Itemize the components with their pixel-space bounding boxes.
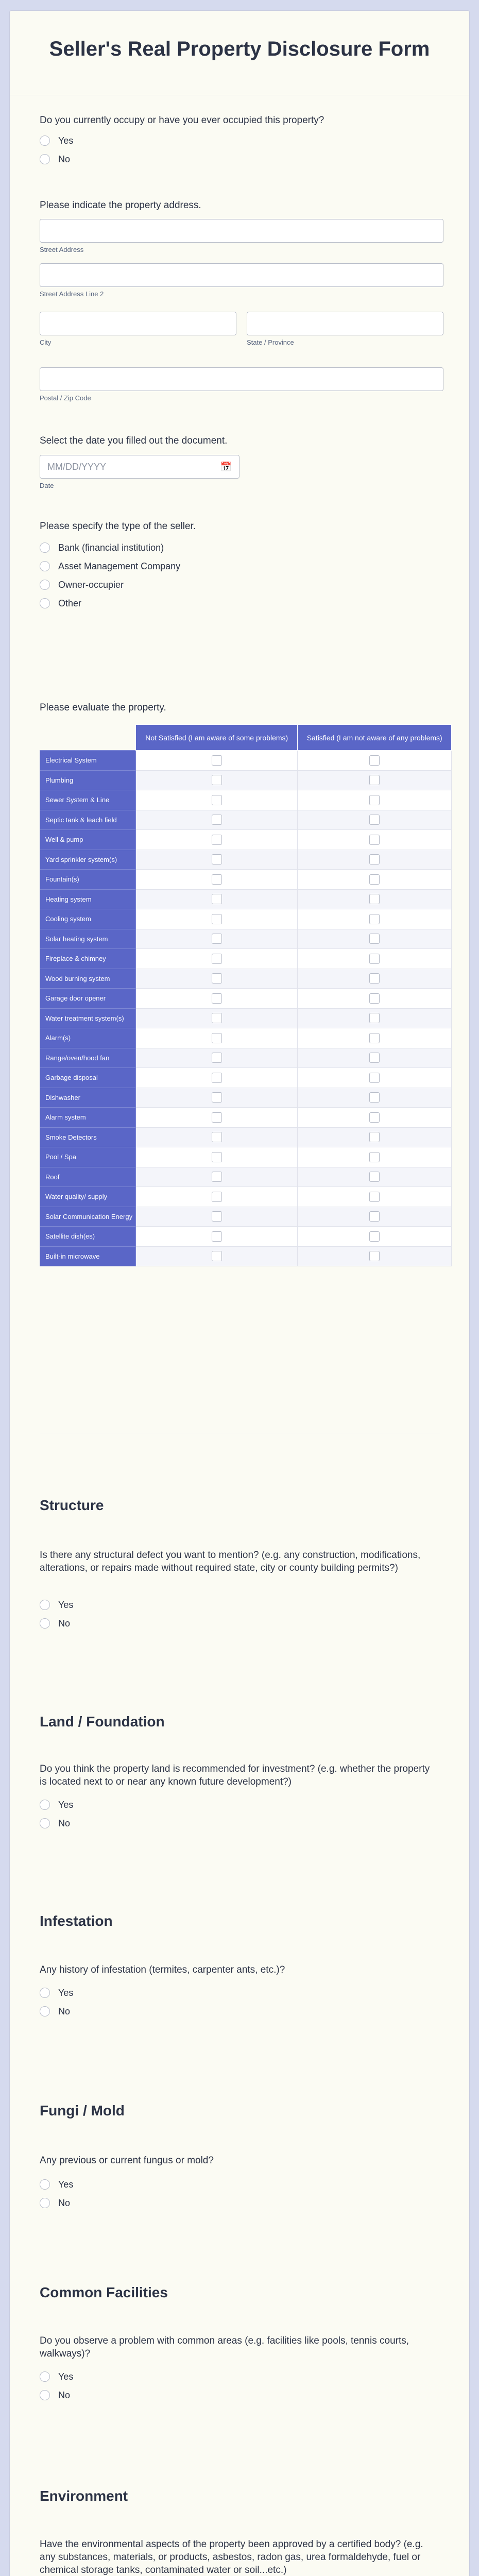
matrix-cell xyxy=(136,909,298,929)
matrix-cell xyxy=(298,1246,452,1266)
street-address-input[interactable] xyxy=(40,219,443,243)
radio-icon[interactable] xyxy=(40,135,50,146)
land-option-no[interactable]: No xyxy=(40,1817,70,1829)
checkbox[interactable] xyxy=(369,1152,380,1162)
checkbox[interactable] xyxy=(212,755,222,766)
checkbox[interactable] xyxy=(369,775,380,785)
matrix-cell xyxy=(298,1108,452,1128)
matrix-row xyxy=(40,889,452,909)
matrix-row-label: Alarm system xyxy=(40,1108,136,1128)
matrix-cell xyxy=(136,1127,298,1147)
matrix-row-label: Solar Communication Energy xyxy=(40,1207,136,1227)
street-address-line2-input[interactable] xyxy=(40,263,443,287)
matrix-row-label: Solar heating system xyxy=(40,929,136,949)
matrix-cell xyxy=(298,1088,452,1108)
postal-code-label: Postal / Zip Code xyxy=(40,394,91,402)
form-title: Seller's Real Property Disclosure Form xyxy=(49,38,430,60)
matrix-row xyxy=(40,1108,452,1128)
fungi-heading: Fungi / Mold xyxy=(40,2103,125,2119)
matrix-cell xyxy=(298,810,452,830)
checkbox[interactable] xyxy=(212,775,222,785)
structure-option-no[interactable]: No xyxy=(40,1617,70,1630)
matrix-row xyxy=(40,1147,452,1167)
occupy-option-yes[interactable]: Yes xyxy=(40,134,73,147)
matrix-row-label: Well & pump xyxy=(40,830,136,850)
fungi-option-no[interactable]: No xyxy=(40,2197,70,2209)
filled-date-label: Date xyxy=(40,482,54,489)
checkbox[interactable] xyxy=(369,1251,380,1261)
radio-icon[interactable] xyxy=(40,2006,50,2016)
checkbox[interactable] xyxy=(369,1192,380,1202)
matrix-row xyxy=(40,1167,452,1187)
matrix-col-not-satisfied: Not Satisfied (I am aware of some problems) xyxy=(136,725,298,751)
matrix-cell xyxy=(136,810,298,830)
matrix-cell xyxy=(136,1088,298,1108)
matrix-row-label: Water treatment system(s) xyxy=(40,1008,136,1028)
structure-heading: Structure xyxy=(40,1497,104,1513)
matrix-cell xyxy=(136,1187,298,1207)
matrix-cell xyxy=(298,830,452,850)
radio-icon[interactable] xyxy=(40,1600,50,1610)
checkbox[interactable] xyxy=(212,1112,222,1123)
radio-icon[interactable] xyxy=(40,1618,50,1629)
checkbox[interactable] xyxy=(212,1152,222,1162)
form-card xyxy=(9,10,470,2576)
evaluation-matrix xyxy=(40,724,452,1266)
matrix-row xyxy=(40,1088,452,1108)
checkbox[interactable] xyxy=(369,795,380,805)
matrix-row xyxy=(40,949,452,969)
matrix-cell xyxy=(298,870,452,890)
checkbox[interactable] xyxy=(212,993,222,1004)
checkbox[interactable] xyxy=(369,1211,380,1222)
matrix-cell xyxy=(298,1207,452,1227)
matrix-cell xyxy=(136,1207,298,1227)
matrix-row xyxy=(40,790,452,810)
matrix-row xyxy=(40,870,452,890)
matrix-row xyxy=(40,810,452,830)
street-address-label: Street Address xyxy=(40,246,84,253)
matrix-row-label: Sewer System & Line xyxy=(40,790,136,810)
matrix-cell xyxy=(136,1008,298,1028)
matrix-cell xyxy=(298,850,452,870)
matrix-corner xyxy=(40,725,136,751)
radio-icon[interactable] xyxy=(40,2179,50,2190)
checkbox[interactable] xyxy=(369,854,380,865)
checkbox[interactable] xyxy=(369,1132,380,1142)
matrix-row xyxy=(40,1187,452,1207)
radio-icon[interactable] xyxy=(40,2371,50,2382)
matrix-row-label: Septic tank & leach field xyxy=(40,810,136,830)
checkbox[interactable] xyxy=(212,1231,222,1242)
infestation-heading: Infestation xyxy=(40,1913,113,1929)
city-input[interactable] xyxy=(40,312,236,335)
matrix-cell xyxy=(136,1048,298,1068)
matrix-cell xyxy=(298,1227,452,1247)
checkbox[interactable] xyxy=(369,1073,380,1083)
matrix-row-label: Dishwasher xyxy=(40,1088,136,1108)
common-question: Do you observe a problem with common areas (e.g. facilities like pools, tennis courts, walkways)? xyxy=(40,2335,409,2359)
matrix-cell xyxy=(298,949,452,969)
structure-question: Is there any structural defect you want to mention? (e.g. any construction, modifications, alterations, or repairs made without required state, city or county building permits?) xyxy=(40,1550,421,1573)
checkbox[interactable] xyxy=(369,894,380,904)
checkbox[interactable] xyxy=(369,1053,380,1063)
matrix-cell xyxy=(136,989,298,1009)
fungi-option-yes[interactable]: Yes xyxy=(40,2178,73,2191)
matrix-row-label: Garbage disposal xyxy=(40,1068,136,1088)
checkbox[interactable] xyxy=(369,1033,380,1043)
checkbox[interactable] xyxy=(212,914,222,924)
matrix-cell xyxy=(298,969,452,989)
checkbox[interactable] xyxy=(212,1033,222,1043)
matrix-row-label: Range/oven/hood fan xyxy=(40,1048,136,1068)
checkbox[interactable] xyxy=(212,1013,222,1023)
form-header xyxy=(10,11,469,95)
seller-type-option[interactable]: Asset Management Company xyxy=(40,560,180,572)
matrix-row xyxy=(40,929,452,949)
checkbox[interactable] xyxy=(369,973,380,984)
matrix-cell xyxy=(136,1028,298,1048)
city-label: City xyxy=(40,338,52,346)
checkbox[interactable] xyxy=(212,835,222,845)
occupy-question: Do you currently occupy or have you ever occupied this property? xyxy=(40,115,324,126)
matrix-cell xyxy=(136,1068,298,1088)
state-input[interactable] xyxy=(247,312,443,335)
checkbox[interactable] xyxy=(212,1172,222,1182)
radio-icon[interactable] xyxy=(40,154,50,164)
filled-date-question: Select the date you filled out the document. xyxy=(40,435,228,446)
matrix-cell xyxy=(136,889,298,909)
checkbox[interactable] xyxy=(369,934,380,944)
matrix-cell xyxy=(136,1227,298,1247)
checkbox[interactable] xyxy=(212,795,222,805)
checkbox[interactable] xyxy=(369,835,380,845)
radio-icon[interactable] xyxy=(40,2198,50,2208)
matrix-row-label: Satellite dish(es) xyxy=(40,1227,136,1247)
structure-option-yes[interactable]: Yes xyxy=(40,1599,73,1611)
matrix-row xyxy=(40,969,452,989)
occupy-option-no[interactable]: No xyxy=(40,153,70,165)
checkbox[interactable] xyxy=(369,1112,380,1123)
environment-heading: Environment xyxy=(40,2488,128,2504)
checkbox[interactable] xyxy=(369,874,380,885)
matrix-cell xyxy=(298,909,452,929)
checkbox[interactable] xyxy=(369,755,380,766)
infestation-option-yes[interactable]: Yes xyxy=(40,1987,73,1999)
land-question: Do you think the property land is recommended for investment? (e.g. whether the property is located next to or near any known future development?) xyxy=(40,1764,430,1787)
matrix-row xyxy=(40,770,452,790)
radio-icon[interactable] xyxy=(40,1988,50,1998)
land-heading: Land / Foundation xyxy=(40,1714,165,1730)
matrix-row-label: Garage door opener xyxy=(40,989,136,1009)
evaluate-question: Please evaluate the property. xyxy=(40,702,166,713)
matrix-row xyxy=(40,751,452,771)
matrix-row-label: Smoke Detectors xyxy=(40,1127,136,1147)
matrix-row xyxy=(40,909,452,929)
matrix-row-label: Heating system xyxy=(40,889,136,909)
matrix-cell xyxy=(298,1068,452,1088)
address-question: Please indicate the property address. xyxy=(40,200,201,211)
checkbox[interactable] xyxy=(369,1013,380,1023)
state-label: State / Province xyxy=(247,338,294,346)
matrix-cell xyxy=(298,790,452,810)
matrix-cell xyxy=(298,1167,452,1187)
postal-code-input[interactable] xyxy=(40,367,443,391)
matrix-cell xyxy=(136,1246,298,1266)
matrix-row-label: Roof xyxy=(40,1167,136,1187)
seller-type-option[interactable]: Bank (financial institution) xyxy=(40,541,164,554)
matrix-row xyxy=(40,1008,452,1028)
checkbox[interactable] xyxy=(369,1172,380,1182)
matrix-cell xyxy=(136,929,298,949)
land-option-yes[interactable]: Yes xyxy=(40,1799,73,1811)
street-address-line2-label: Street Address Line 2 xyxy=(40,290,104,298)
matrix-row xyxy=(40,1207,452,1227)
checkbox[interactable] xyxy=(212,1132,222,1142)
checkbox[interactable] xyxy=(369,1231,380,1242)
checkbox[interactable] xyxy=(212,854,222,865)
matrix-cell xyxy=(298,1147,452,1167)
matrix-cell xyxy=(136,751,298,771)
common-option-yes[interactable]: Yes xyxy=(40,2370,73,2383)
checkbox[interactable] xyxy=(369,1092,380,1103)
matrix-row xyxy=(40,1246,452,1266)
checkbox[interactable] xyxy=(369,815,380,825)
checkbox[interactable] xyxy=(369,914,380,924)
matrix-row-label: Electrical System xyxy=(40,751,136,771)
checkbox[interactable] xyxy=(212,1192,222,1202)
matrix-cell xyxy=(136,1167,298,1187)
checkbox[interactable] xyxy=(212,954,222,964)
matrix-row-label: Wood burning system xyxy=(40,969,136,989)
matrix-row-label: Cooling system xyxy=(40,909,136,929)
matrix-cell xyxy=(136,830,298,850)
checkbox[interactable] xyxy=(212,1073,222,1083)
matrix-cell xyxy=(136,790,298,810)
matrix-cell xyxy=(136,949,298,969)
calendar-icon[interactable]: 📅 xyxy=(220,461,232,472)
matrix-row xyxy=(40,1028,452,1048)
matrix-row-label: Alarm(s) xyxy=(40,1028,136,1048)
radio-icon[interactable] xyxy=(40,543,50,553)
matrix-cell xyxy=(298,1028,452,1048)
matrix-row-label: Plumbing xyxy=(40,770,136,790)
radio-icon[interactable] xyxy=(40,580,50,590)
seller-type-option[interactable]: Other xyxy=(40,597,81,609)
matrix-cell xyxy=(136,870,298,890)
matrix-cell xyxy=(298,1008,452,1028)
checkbox[interactable] xyxy=(212,1053,222,1063)
checkbox[interactable] xyxy=(212,1211,222,1222)
seller-type-question: Please specify the type of the seller. xyxy=(40,521,196,532)
matrix-row-label: Fountain(s) xyxy=(40,870,136,890)
checkbox[interactable] xyxy=(212,815,222,825)
common-heading: Common Facilities xyxy=(40,2284,168,2300)
matrix-row xyxy=(40,1227,452,1247)
matrix-row xyxy=(40,1068,452,1088)
infestation-option-no[interactable]: No xyxy=(40,2005,70,2018)
fungi-question: Any previous or current fungus or mold? xyxy=(40,2155,214,2166)
matrix-row-label: Built-in microwave xyxy=(40,1246,136,1266)
radio-icon[interactable] xyxy=(40,2390,50,2400)
checkbox[interactable] xyxy=(212,973,222,984)
matrix-cell xyxy=(298,889,452,909)
matrix-cell xyxy=(298,929,452,949)
matrix-row xyxy=(40,1048,452,1068)
checkbox[interactable] xyxy=(212,934,222,944)
matrix-cell xyxy=(298,989,452,1009)
checkbox[interactable] xyxy=(369,993,380,1004)
checkbox[interactable] xyxy=(369,954,380,964)
matrix-row xyxy=(40,830,452,850)
checkbox[interactable] xyxy=(212,874,222,885)
matrix-cell xyxy=(136,770,298,790)
checkbox[interactable] xyxy=(212,894,222,904)
matrix-row xyxy=(40,989,452,1009)
filled-date-input[interactable]: MM/DD/YYYY 📅 xyxy=(40,455,239,479)
matrix-cell xyxy=(136,1147,298,1167)
infestation-question: Any history of infestation (termites, carpenter ants, etc.)? xyxy=(40,1964,285,1975)
matrix-row-label: Yard sprinkler system(s) xyxy=(40,850,136,870)
matrix-row xyxy=(40,850,452,870)
matrix-col-satisfied: Satisfied (I am not aware of any problems) xyxy=(298,725,452,751)
matrix-row-label: Fireplace & chimney xyxy=(40,949,136,969)
radio-icon[interactable] xyxy=(40,1800,50,1810)
matrix-cell xyxy=(136,1108,298,1128)
matrix-cell xyxy=(136,969,298,989)
matrix-row-label: Pool / Spa xyxy=(40,1147,136,1167)
radio-icon[interactable] xyxy=(40,1818,50,1828)
matrix-cell xyxy=(298,1187,452,1207)
radio-icon[interactable] xyxy=(40,598,50,608)
radio-icon[interactable] xyxy=(40,561,50,571)
matrix-cell xyxy=(298,1048,452,1068)
checkbox[interactable] xyxy=(212,1251,222,1261)
matrix-cell xyxy=(298,770,452,790)
common-option-no[interactable]: No xyxy=(40,2389,70,2401)
env-approval-question: Have the environmental aspects of the property been approved by a certified body? (e.g. any substances, materials, or products, asbestos, radon gas, urea formaldehyde, fuel or chemical storage tanks, contaminated water or soil...etc.) xyxy=(40,2539,423,2575)
checkbox[interactable] xyxy=(212,1092,222,1103)
matrix-cell xyxy=(298,751,452,771)
matrix-cell xyxy=(298,1127,452,1147)
matrix-row-label: Water quality/ supply xyxy=(40,1187,136,1207)
matrix-cell xyxy=(136,850,298,870)
seller-type-option[interactable]: Owner-occupier xyxy=(40,579,124,591)
matrix-row xyxy=(40,1127,452,1147)
